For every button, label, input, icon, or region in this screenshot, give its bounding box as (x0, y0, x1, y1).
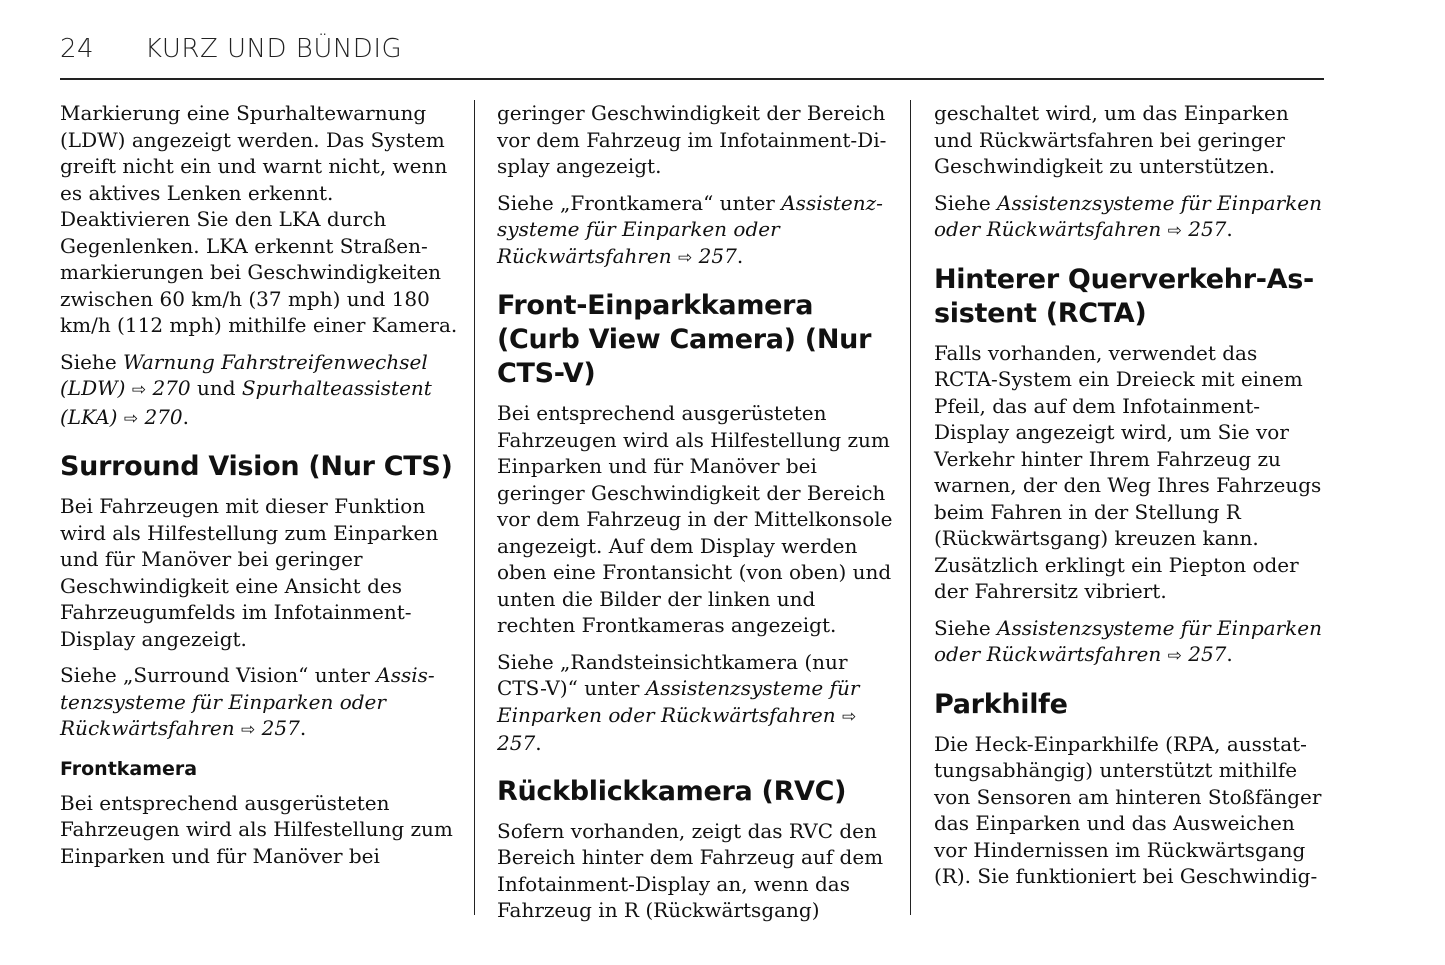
arrow-right-icon: ⇨ (1167, 646, 1182, 666)
arrow-right-icon: ⇨ (841, 706, 857, 727)
paragraph: Falls vorhanden, verwendet das RCTA-System ein Dreieck mit einem Pfeil, das auf dem Infotainment-Display angezeigt wird, um Sie vor Verkehr hinter Ihrem Fahrzeug zu warnen, der den Weg Ihres Fahrzeugs beim Fahren in der Stellung R (Rückwärtsgang) kreuzen kann. Zusätzlich erklingt ein Piepton oder der Fahrersitz vibriert. (934, 340, 1322, 603)
paragraph (60, 349, 460, 433)
arrow-right-icon: ⇨ (241, 720, 256, 740)
cross-reference-link[interactable]: Assistenzsysteme für Einparken oder Rückwärtsfahren (60, 663, 435, 740)
page-reference[interactable]: ⇨ 257 (497, 706, 857, 755)
heading-rcta: Hinterer Querverkehr-Assistent (RCTA) (934, 263, 1315, 329)
heading-surround-vision: Surround Vision (Nur CTS) (60, 451, 453, 482)
text: . (182, 404, 189, 429)
heading-front-einparkkamera: Front-Einparkkamera (Curb View Camera) (Nur CTS-V) (497, 290, 872, 389)
paragraph: Bei entsprechend ausgerüsteten Fahrzeugen wird als Hilfestellung zum Einparken und für Manöver bei geringer Geschwindigkeit der Bereich vor dem Fahrzeug in der Mittelkonsole angezeigt. Auf dem Display werden oben eine Frontansicht (von oben) und unten die Bilder der linken und rechten Frontkameras angezeigt. (497, 401, 893, 637)
paragraph (497, 190, 897, 272)
text: Siehe (60, 349, 124, 374)
paragraph (497, 649, 897, 757)
cross-reference-link[interactable]: Assistenzsysteme für Einparken oder Rückwärtsfahren (934, 190, 1322, 241)
paragraph: Bei entsprechend ausgerüsteten Fahrzeugen wird als Hilfestellung zum Einparken und für Manöver bei (60, 790, 453, 868)
text: Siehe (934, 190, 998, 215)
section-title: KURZ UND BÜNDIG (145, 34, 403, 64)
subheading-frontkamera: Frontkamera (60, 757, 198, 780)
page-reference[interactable]: ⇨ 257 (1167, 642, 1227, 666)
text: Siehe „Frontkamera“ unter (497, 190, 782, 215)
column-right (934, 100, 1324, 900)
text: . (1226, 217, 1233, 241)
paragraph: geringer Geschwindigkeit der Bereich vor dem Fahrzeug im Infotainment-Display angezeigt. (497, 101, 887, 178)
page-reference[interactable]: ⇨ 270 (131, 376, 191, 400)
paragraph: Markierung eine Spurhaltewarnung (LDW) angezeigt werden. Das System greift nicht ein und warnt nicht, wenn es aktives Lenken erkennt. Deaktivieren Sie den LKA durch Gegenlenken. LKA erkennt Straßenmarkierungen bei Geschwindigkeiten zwischen 60 km/h (37 mph) und 180 km/h (112 mph) mithilfe einer Kamera. (60, 101, 458, 337)
arrow-right-icon: ⇨ (1167, 221, 1182, 241)
heading-rueckblickkamera: Rückblickkamera (RVC) (497, 775, 847, 807)
cross-reference-link[interactable]: Assistenzsysteme für Einparken oder Rückwärtsfahren (934, 615, 1322, 666)
page-reference[interactable]: ⇨ 270 (123, 404, 183, 429)
cross-reference-link[interactable]: Assistenzsysteme für Einparken oder Rückwärtsfahren (497, 190, 883, 268)
page-number: 24 (60, 34, 95, 64)
paragraph: Bei Fahrzeugen mit dieser Funktion wird als Hilfestellung zum Einparken und für Manöver bei geringer Geschwindigkeit eine Ansicht des Fahrzeugumfelds im Infotainment-Display angezeigt. (60, 494, 439, 651)
text: Siehe „Surround Vision“ unter (60, 663, 377, 687)
column-divider (474, 100, 475, 915)
heading-parkhilfe: Parkhilfe (934, 688, 1068, 720)
text: . (299, 716, 307, 740)
arrow-right-icon: ⇨ (131, 380, 147, 400)
page-reference[interactable]: ⇨ 257 (678, 243, 737, 268)
text: . (535, 731, 542, 755)
paragraph (934, 190, 1324, 245)
column-divider (910, 100, 911, 915)
cross-reference-link[interactable]: Warnung Fahrstreifenwechsel (LDW) (60, 349, 428, 400)
page-reference[interactable]: ⇨ 257 (1167, 217, 1227, 241)
paragraph (60, 662, 460, 744)
arrow-right-icon: ⇨ (123, 408, 139, 429)
page-reference[interactable]: ⇨ 257 (241, 716, 300, 740)
text: . (1226, 642, 1233, 666)
arrow-right-icon: ⇨ (678, 247, 693, 268)
paragraph: Sofern vorhanden, zeigt das RVC den Bereich hinter dem Fahrzeug auf dem Infotainment-Display an, wenn das Fahrzeug in R (Rückwärtsgang) (497, 818, 884, 922)
text: . (736, 243, 744, 268)
cross-reference-link[interactable]: Spurhalteassistent (LKA) (60, 376, 432, 429)
column-left (60, 100, 460, 879)
page-header (60, 34, 1324, 80)
text: und (190, 376, 242, 400)
text: Siehe (934, 615, 998, 640)
cross-reference-link[interactable]: Assistenzsysteme für Einparken oder Rückwärtsfahren (497, 676, 860, 727)
paragraph (934, 615, 1324, 670)
text: Siehe „Randsteinsichtkamera (nur CTS-V)“ unter (497, 649, 848, 700)
column-middle (497, 100, 897, 934)
paragraph: Die Heck-Einparkhilfe (RPA, ausstattungsabhängig) unterstützt mithilfe von Sensoren am hinteren Stoßfänger das Einparken und das Ausweichen vor Hindernissen im Rückwärtsgang (R). Sie funktioniert bei Geschwindig- (934, 731, 1322, 888)
paragraph: geschaltet wird, um das Einparken und Rückwärtsfahren bei geringer Geschwindigkeit zu unterstützen. (934, 101, 1289, 178)
